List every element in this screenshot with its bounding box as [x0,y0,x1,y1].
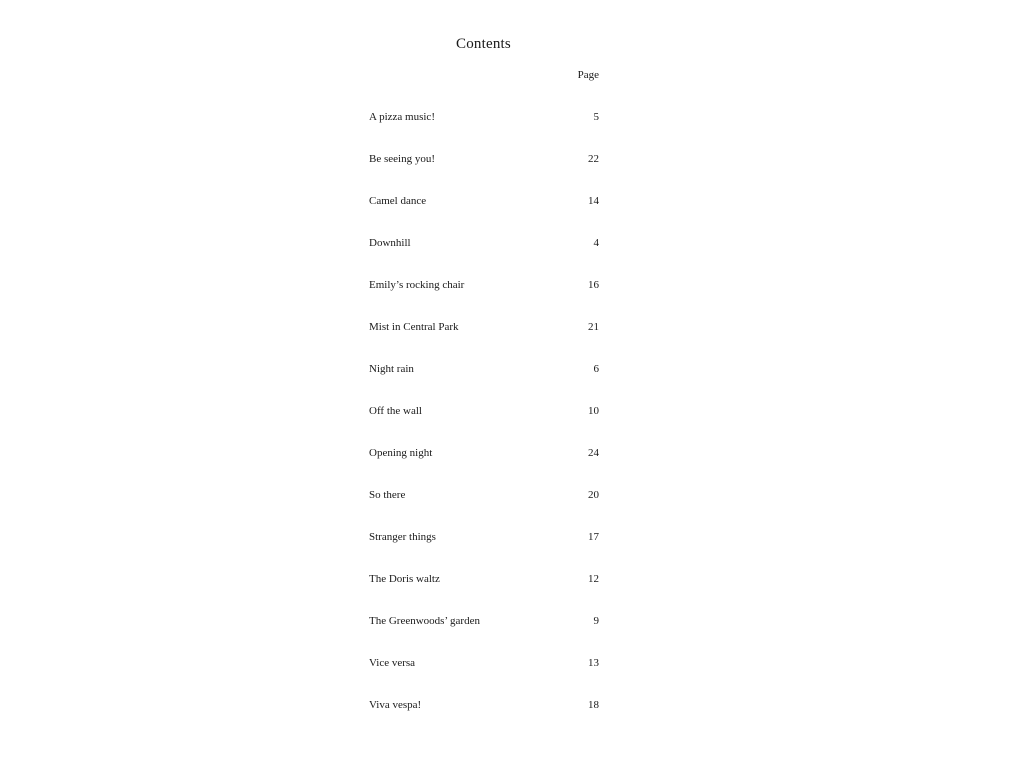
toc-entry-title: The Doris waltz [369,573,440,585]
toc-entry-title: Camel dance [369,195,427,207]
page-column-label: Page [577,69,599,81]
toc-entry [369,362,599,404]
toc-entry-title: Emily’s rocking chair [369,279,465,291]
toc-entry-page: 10 [588,405,599,417]
toc-entry-title: Off the wall [369,405,422,417]
toc-entry-page: 6 [593,363,599,375]
toc-entry [369,152,599,194]
toc-entry-page: 18 [588,699,599,711]
toc-entry [369,614,599,656]
toc-entry-title: Mist in Central Park [369,321,459,333]
toc-entry [369,194,599,236]
toc-entry [369,320,599,362]
toc-entry [369,572,599,614]
toc-entry-page: 16 [588,279,599,291]
toc-entry [369,278,599,320]
toc-entry-page: 14 [588,195,599,207]
table-of-contents [369,110,599,740]
toc-entry [369,698,599,740]
toc-entry-page: 24 [588,447,599,459]
toc-entry-title: Vice versa [369,657,416,669]
toc-entry-page: 22 [588,153,599,165]
toc-entry-page: 9 [593,615,599,627]
toc-entry [369,488,599,530]
toc-entry-title: Opening night [369,447,433,459]
toc-entry-page: 5 [593,111,599,123]
toc-entry-page: 4 [593,237,599,249]
toc-entry-title: Stranger things [369,531,436,543]
toc-entry-title: Downhill [369,237,411,249]
toc-entry [369,236,599,278]
toc-entry [369,656,599,698]
toc-entry-title: Night rain [369,363,414,375]
page-title: Contents [456,36,511,52]
toc-entry [369,404,599,446]
toc-entry-page: 21 [588,321,599,333]
toc-entry [369,110,599,152]
toc-entry-page: 13 [588,657,599,669]
toc-entry-page: 17 [588,531,599,543]
toc-entry-title: Viva vespa! [369,699,422,711]
toc-entry [369,530,599,572]
toc-entry-page: 20 [588,489,599,501]
toc-entry-title: A pizza music! [369,111,435,123]
toc-entry-title: Be seeing you! [369,153,435,165]
toc-entry-title: So there [369,489,406,501]
toc-entry [369,446,599,488]
toc-entry-title: The Greenwoods’ garden [369,615,480,627]
toc-entry-page: 12 [588,573,599,585]
